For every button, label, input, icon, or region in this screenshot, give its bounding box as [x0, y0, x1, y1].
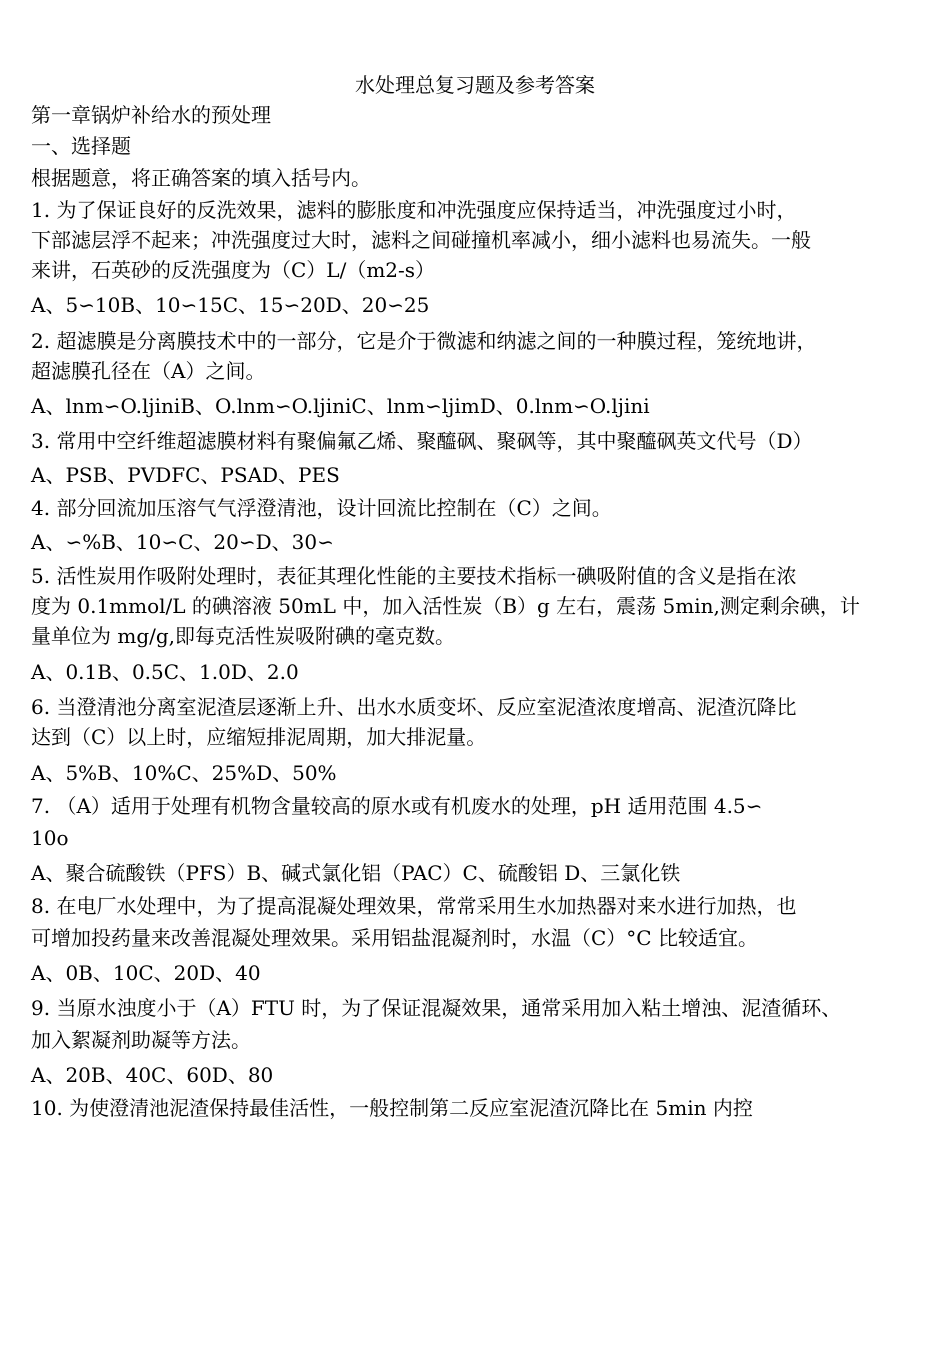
- question-1-line-3: 来讲，石英砂的反洗强度为（C）L/（m2-s）: [31, 258, 436, 282]
- section-heading: 一、选择题: [31, 134, 131, 158]
- question-3-options: A、PSB、PVDFC、PSAD、PES: [31, 463, 340, 487]
- question-7-line-1: 7. （A）适用于处理有机物含量较高的原水或有机废水的处理，pH 适用范围 4.5∽: [31, 794, 763, 818]
- question-9-line-2: 加入絮凝剂助凝等方法。: [31, 1028, 251, 1052]
- question-10-line-1: 10. 为使澄清池泥渣保持最佳活性，一般控制第二反应室泥渣沉降比在 5min 内控: [31, 1096, 753, 1120]
- question-4-line-1: 4. 部分回流加压溶气气浮澄清池，设计回流比控制在（C）之间。: [31, 496, 612, 520]
- question-9-line-1: 9. 当原水浊度小于（A）FTU 时，为了保证混凝效果，通常采用加入粘土增浊、泥渣循环、: [31, 996, 842, 1020]
- chapter-heading: 第一章锅炉补给水的预处理: [31, 103, 271, 127]
- question-2-options: A、lnm∽O.ljiniB、O.lnm∽O.ljiniC、lnm∽ljimD、0.lnm∽O.ljini: [31, 394, 650, 418]
- question-7-line-2: 10o: [31, 826, 69, 850]
- question-1-line-1: 1. 为了保证良好的反洗效果，滤料的膨胀度和冲洗强度应保持适当，冲洗强度过小时，: [31, 198, 797, 222]
- question-5-line-3: 量单位为 mg/g,即每克活性炭吸附碘的毫克数。: [31, 624, 456, 648]
- instruction-text: 根据题意，将正确答案的填入括号内。: [31, 166, 371, 190]
- question-4-options: A、∽%B、10∽C、20∽D、30∽: [31, 530, 334, 554]
- question-3-line-1: 3. 常用中空纤维超滤膜材料有聚偏氟乙烯、聚醯砜、聚砜等，其中聚醯砜英文代号（D）: [31, 429, 813, 453]
- question-2-line-1: 2. 超滤膜是分离膜技术中的一部分，它是介于微滤和纳滤之间的一种膜过程，笼统地讲，: [31, 329, 817, 353]
- question-5-line-1: 5. 活性炭用作吸附处理时，表征其理化性能的主要技术指标一碘吸附值的含义是指在浓: [31, 564, 797, 588]
- question-1-options: A、5∽10B、10∽15C、15∽20D、20∽25: [31, 293, 430, 317]
- question-6-line-1: 6. 当澄清池分离室泥渣层逐渐上升、出水水质变坏、反应室泥渣浓度增高、泥渣沉降比: [31, 695, 797, 719]
- question-7-options: A、聚合硫酸铁（PFS）B、碱式氯化铝（PAC）C、硫酸铝 D、三氯化铁: [31, 861, 681, 885]
- question-5-line-2: 度为 0.1mmol/L 的碘溶液 50mL 中，加入活性炭（B）g 左右，震荡 5min,测定剩余碘，计: [31, 594, 860, 618]
- question-8-line-2: 可增加投药量来改善混凝处理效果。采用铝盐混凝剂时，水温（C）°C 比较适宜。: [31, 926, 758, 950]
- question-5-options: A、0.1B、0.5C、1.0D、2.0: [31, 660, 299, 684]
- question-6-options: A、5%B、10%C、25%D、50%: [31, 761, 337, 785]
- question-8-options: A、0B、10C、20D、40: [31, 961, 261, 985]
- question-9-options: A、20B、40C、60D、80: [31, 1063, 274, 1087]
- question-1-line-2: 下部滤层浮不起来；冲洗强度过大时，滤料之间碰撞机率减小，细小滤料也易流失。一般: [31, 228, 811, 252]
- question-8-line-1: 8. 在电厂水处理中，为了提高混凝处理效果，常常采用生水加热器对来水进行加热，也: [31, 894, 797, 918]
- question-6-line-2: 达到（C）以上时，应缩短排泥周期，加大排泥量。: [31, 725, 487, 749]
- document-title: 水处理总复习题及参考答案: [355, 73, 595, 97]
- question-2-line-2: 超滤膜孔径在（A）之间。: [31, 359, 266, 383]
